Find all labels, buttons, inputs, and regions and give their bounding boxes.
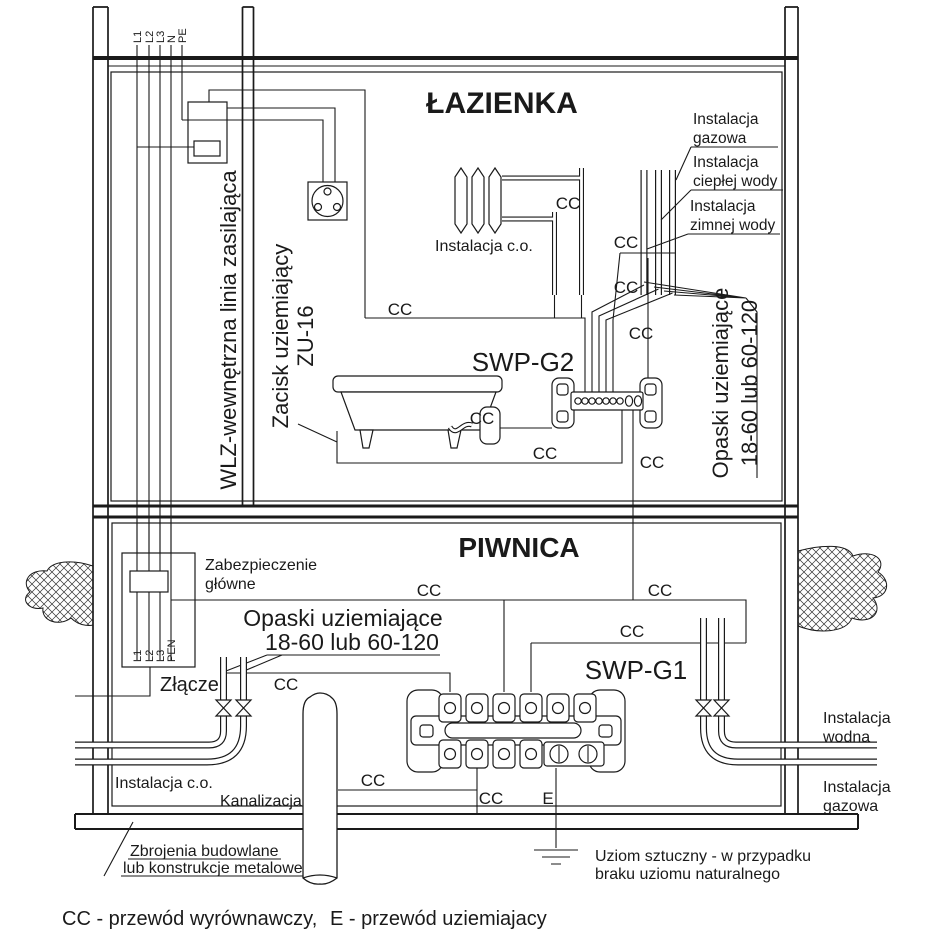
- bathroom-fuse-box: [188, 102, 227, 163]
- label-wodna-2: wodna: [823, 729, 871, 746]
- label-wodna-1: Instalacja: [823, 710, 891, 727]
- wire-label-l3-base: L3: [155, 649, 167, 662]
- cc-label: CC: [416, 581, 442, 600]
- cc-label: CC: [613, 233, 639, 252]
- label-zimna-1: Instalacja: [690, 198, 756, 215]
- soil-left: [26, 562, 93, 626]
- bathtub-leg: [360, 430, 373, 448]
- wire-label-pen: PEN: [166, 639, 178, 662]
- label-zbrojenia-2: lub konstrukcje metalowe: [123, 860, 303, 877]
- wire-label-n: N: [166, 35, 178, 43]
- label-instalacja-co-basement: Instalacja c.o.: [115, 775, 213, 792]
- swp-g1-busbar: [407, 690, 625, 772]
- radiator-co: [435, 168, 582, 318]
- socket: [308, 182, 347, 220]
- label-kanalizacja: Kanalizacja: [220, 793, 302, 810]
- valve-icon: [714, 700, 729, 716]
- cc-label: CC: [387, 300, 413, 319]
- cc-label: CC: [555, 194, 581, 213]
- cc-label: CC: [628, 324, 654, 343]
- cc-label: CC: [639, 453, 665, 472]
- cc-label: CC: [613, 278, 639, 297]
- label-gazowa-base-1: Instalacja: [823, 779, 891, 796]
- label-gazowa-2: gazowa: [693, 130, 747, 147]
- valve-icon: [216, 700, 231, 716]
- wire-label-l2: L2: [144, 30, 156, 43]
- main-fuse-label-2: główne: [205, 576, 256, 593]
- straps-header-basement: [226, 605, 443, 671]
- label-zimna-2: zimnej wody: [690, 217, 776, 234]
- label-gazowa-base-2: gazowa: [823, 798, 879, 815]
- fuse-symbol: [194, 141, 220, 156]
- main-fuse-symbol: [130, 571, 168, 592]
- label-ciepla-1: Instalacja: [693, 154, 759, 171]
- straps-h2: 18-60 lub 60-120: [265, 629, 439, 655]
- basement-title: PIWNICA: [458, 532, 580, 563]
- legend: [62, 908, 547, 930]
- straps-vertical-2: 18-60 lub 60-120: [737, 299, 762, 467]
- legend-cc: CC - przewód wyrównawczy,: [62, 908, 318, 930]
- earth-electrode-icon: [534, 850, 578, 864]
- label-instalacja-co-bathroom: Instalacja c.o.: [435, 238, 533, 255]
- label-uziom-2: braku uziomu naturalnego: [595, 866, 781, 883]
- cc-label: CC: [360, 771, 386, 790]
- cc-label: CC: [469, 409, 495, 428]
- zu16-label-1: Zacisk uziemiający: [268, 243, 293, 429]
- straps-vertical-1: Opaski uziemiające: [708, 287, 733, 479]
- swp-g2-busbar: [552, 378, 662, 428]
- sewage-pipe: [303, 693, 337, 884]
- rebar-note: [104, 822, 303, 877]
- cc-label: CC: [647, 581, 673, 600]
- main-fuse-label-1: Zabezpieczenie: [205, 557, 318, 574]
- label-ciepla-2: ciepłej wody: [693, 173, 778, 190]
- valve-icon: [696, 700, 711, 716]
- wire-label-l1: L1: [132, 30, 144, 43]
- wire-label-l3: L3: [155, 30, 167, 43]
- cc-label: CC: [532, 444, 558, 463]
- legend-e: E - przewód uziemiajacy: [330, 908, 547, 930]
- wlz-riser: [132, 28, 365, 553]
- basement-co-pipes: [75, 657, 251, 762]
- label-gazowa-1: Instalacja: [693, 111, 759, 128]
- soil-right: [798, 546, 887, 631]
- swp-g1-label: SWP-G1: [584, 655, 688, 685]
- bathroom-title: ŁAZIENKA: [426, 87, 578, 120]
- wlz-vertical-label: WLZ-wewnętrzna linia zasilająca: [216, 170, 241, 490]
- cc-label: CC: [273, 675, 299, 694]
- swp-g2-label: SWP-G2: [471, 347, 575, 377]
- pipe-labels: [647, 111, 783, 249]
- wire-label-pe: PE: [177, 28, 189, 43]
- service-joint-label: Złącze: [160, 674, 219, 696]
- cc-label: CC: [478, 789, 504, 808]
- e-label: E: [542, 789, 554, 808]
- straps-h1: Opaski uziemiające: [243, 605, 443, 631]
- label-zbrojenia-1: Zbrojenia budowlane: [130, 843, 279, 860]
- wire-label-l2-base: L2: [144, 649, 156, 662]
- label-uziom-1: Uziom sztuczny - w przypadku: [595, 848, 812, 865]
- radiator-icon: [455, 168, 501, 233]
- zu16-label-2: ZU-16: [293, 305, 318, 367]
- wire-label-l1-base: L1: [132, 649, 144, 662]
- cc-label: CC: [619, 622, 645, 641]
- valve-icon: [236, 700, 251, 716]
